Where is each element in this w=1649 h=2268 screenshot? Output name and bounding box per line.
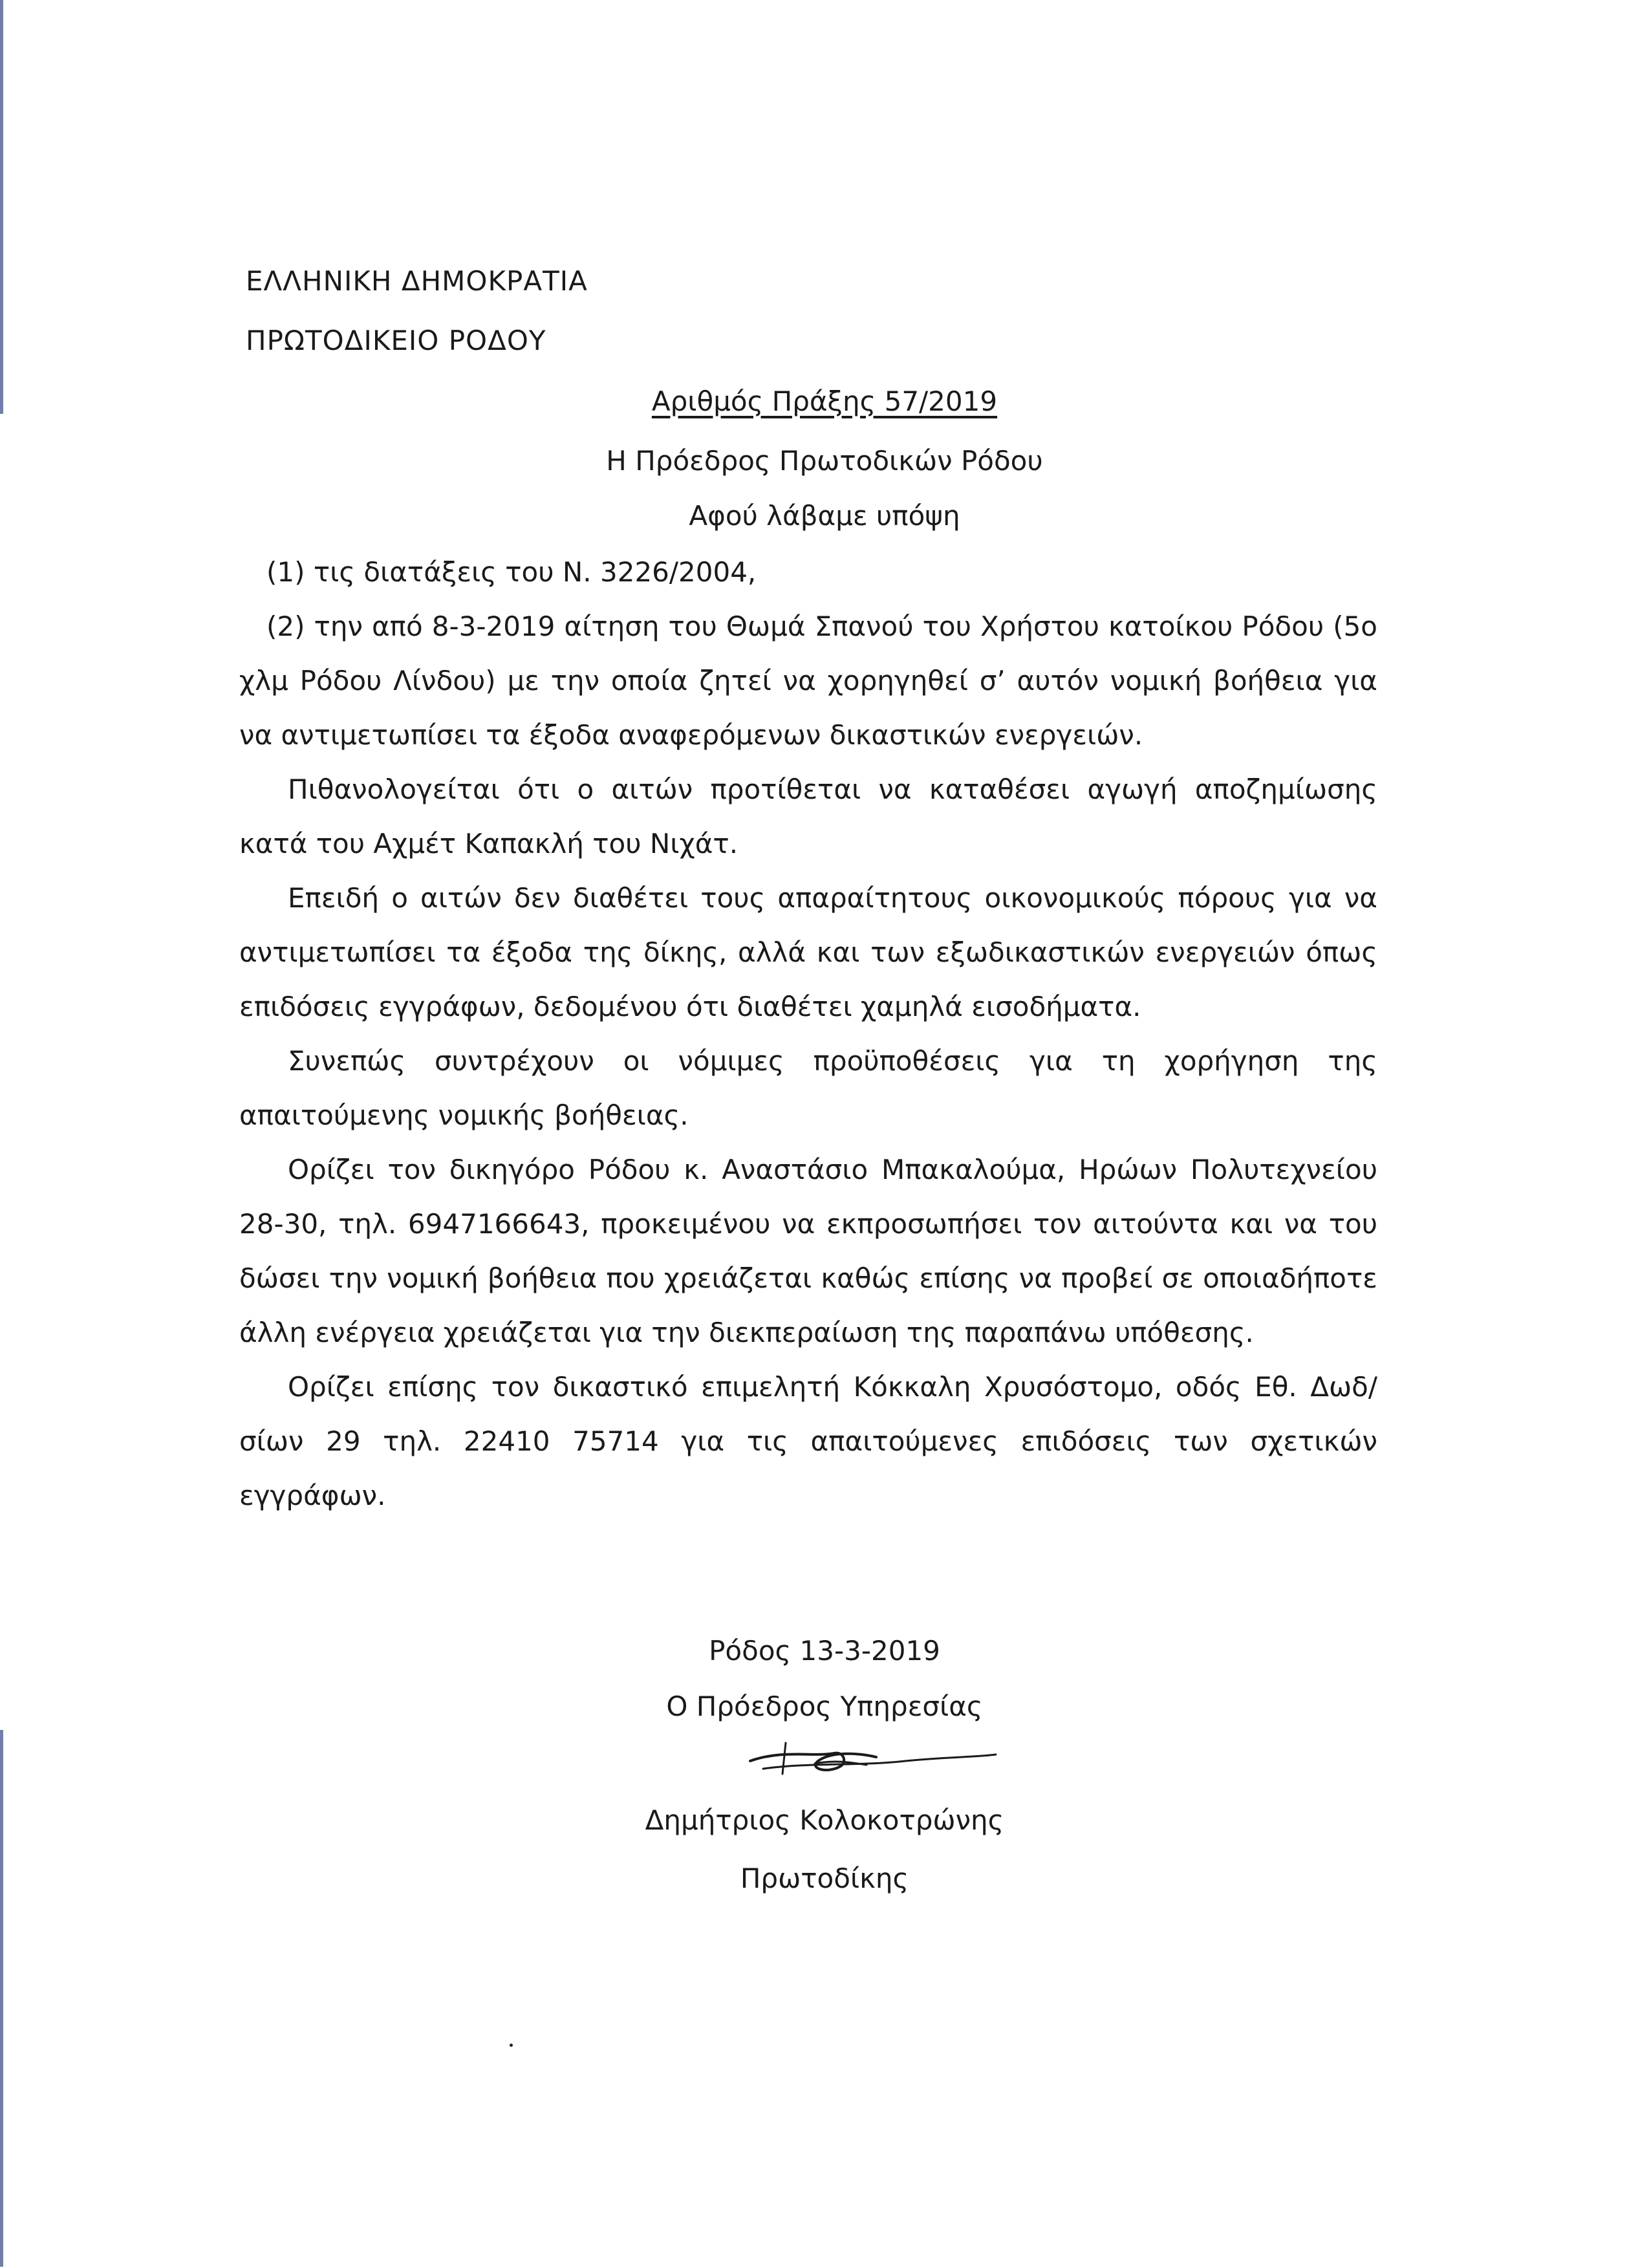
signatory-name: Δημήτριος Κολοκοτρώνης: [645, 1804, 1004, 1836]
paragraph-bailiff-appointment: Ορίζει επίσης τον δικαστικό επιμελητή Κόκκαλη Χρυσόστομο, οδός Εθ. Δωδ/σίων 29 τηλ. 22410 75714 για τις απαιτούμενες επιδόσεις των σχετικών εγγράφων.: [239, 1371, 1377, 1511]
considering-line: Αφού λάβαμε υπόψη: [689, 500, 960, 532]
authority-title: Η Πρόεδρος Πρωτοδικών Ρόδου: [606, 445, 1043, 477]
place-date: Ρόδος 13-3-2019: [709, 1635, 940, 1667]
signatory-title: Πρωτοδίκης: [740, 1863, 909, 1894]
document-body: [239, 545, 1377, 1523]
paragraph-reason: Επειδή ο αιτών δεν διαθέτει τους απαραίτητους οικονομικούς πόρους για να αντιμετωπίσει τα έξοδα της δίκης, αλλά και των εξωδικαστικών ενεργειών όπως επιδόσεις εγγράφων, δεδομένου ότι διαθέτει χαμηλά εισοδήματα.: [239, 882, 1377, 1022]
header-country: ΕΛΛΗΝΙΚΗ ΔΗΜΟΚΡΑΤΙΑ: [246, 265, 588, 297]
paragraph-lawyer-appointment: Ορίζει τον δικηγόρο Ρόδου κ. Αναστάσιο Μπακαλούμα, Ηρώων Πολυτεχνείου 28-30, τηλ. 6947166643, προκειμένου να εκπροσωπήσει τον αιτούντα και να του δώσει την νομική βοήθεια που χρειάζεται καθώς επίσης να προβεί σε οποιαδήποτε άλλη ενέργεια χρειάζεται για την διεκπεραίωση της παραπάνω υπόθεσης.: [239, 1154, 1377, 1348]
paragraph-likelihood: Πιθανολογείται ότι ο αιτών προτίθεται να καταθέσει αγωγή αποζημίωσης κατά του Αχμέτ Καπακλή του Νιχάτ.: [239, 773, 1377, 859]
item-1: (1) τις διατάξεις του Ν. 3226/2004,: [266, 556, 757, 588]
item-2: (2) την από 8-3-2019 αίτηση του Θωμά Σπανού του Χρήστου κατοίκου Ρόδου (5ο χλμ Ρόδου Λίνδου) με την οποία ζητεί να χορηγηθεί σ’ αυτόν νομική βοήθεια για να αντιμετωπίσει τα έξοδα αναφερόμενων δικαστικών ενεργειών.: [239, 610, 1377, 751]
header-court: ΠΡΩΤΟΔΙΚΕΙΟ ΡΟΔΟΥ: [246, 325, 546, 356]
paragraph-conclusion: Συνεπώς συντρέχουν οι νόμιμες προϋποθέσεις για τη χορήγηση της απαιτούμενης νομικής βοήθειας.: [239, 1045, 1377, 1131]
act-number: Αριθμός Πράξης 57/2019: [651, 385, 998, 417]
scan-speck: [510, 2044, 513, 2047]
scan-edge-mark-top: [0, 0, 3, 414]
handwritten-signature: [737, 1723, 1009, 1795]
signatory-role: Ο Πρόεδρος Υπηρεσίας: [666, 1690, 983, 1722]
